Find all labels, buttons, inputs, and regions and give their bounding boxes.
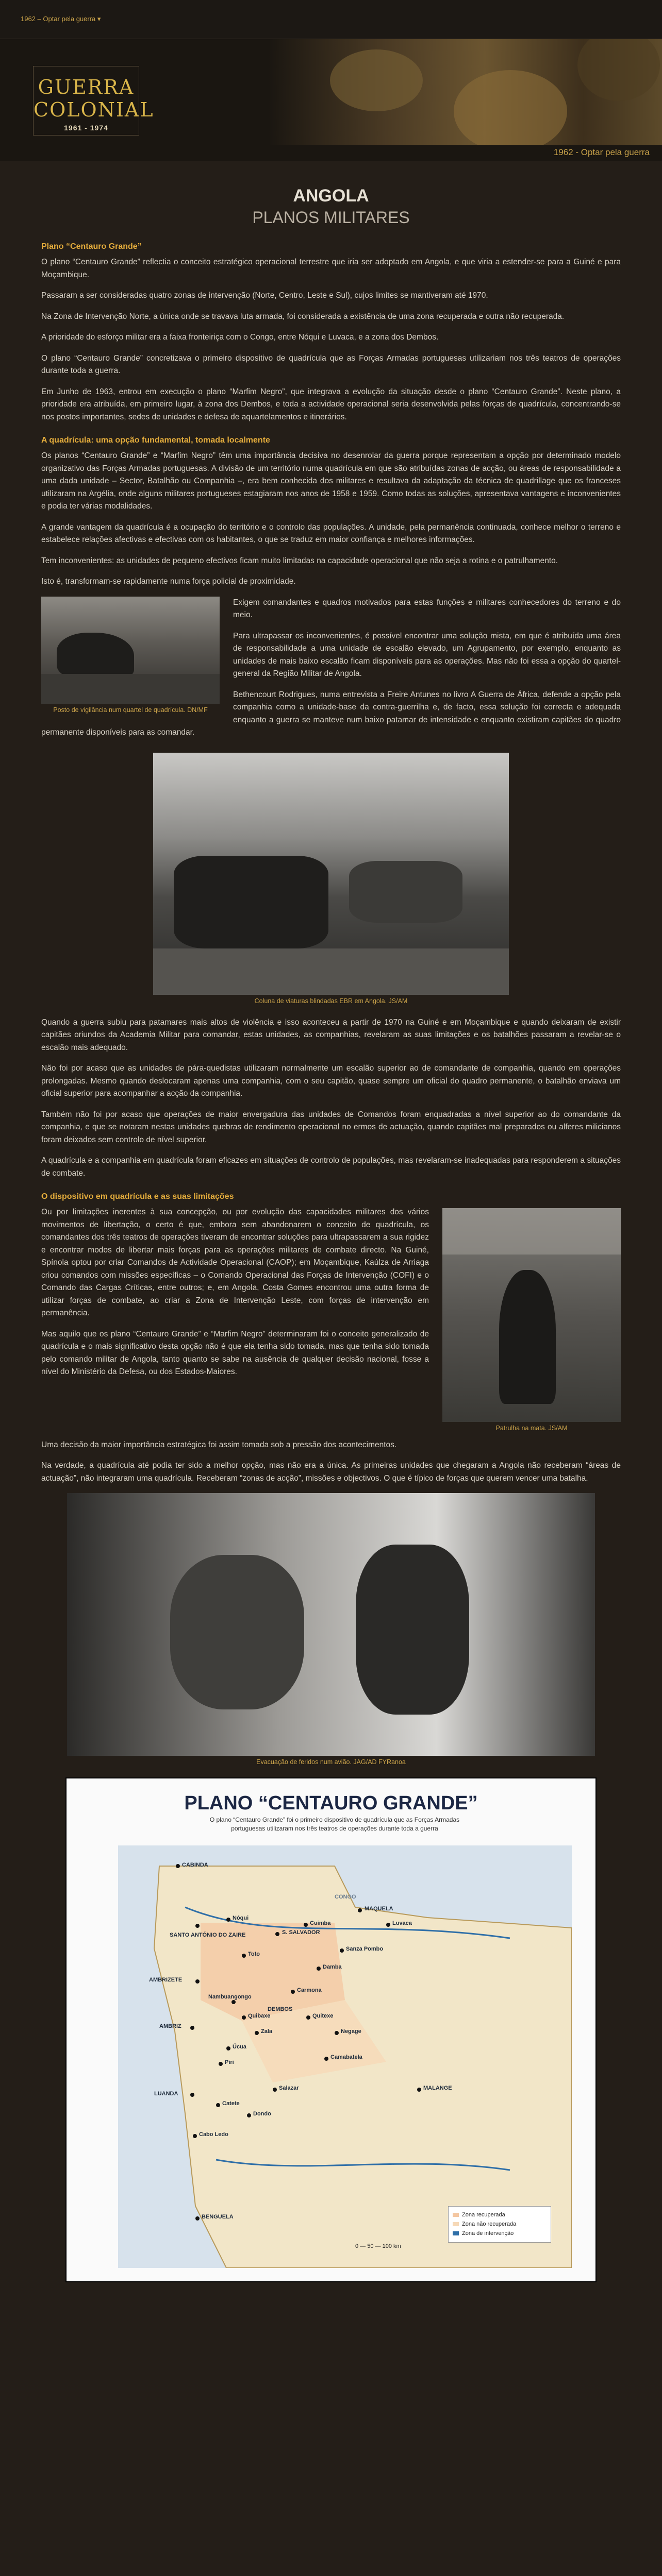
figure-guard-post — [41, 597, 220, 714]
legend-item: Zona de intervenção — [462, 2230, 514, 2236]
map-place: Zala — [261, 2028, 273, 2035]
map-scale: 0 — 50 — 100 km — [355, 2243, 401, 2250]
photo-evacuation — [67, 1493, 595, 1756]
legend-item: Zona recuperada — [462, 2212, 505, 2218]
paragraph: Exigem comandantes e quadros motivados para estas funções e militares conhecedores do terreno e do meio. — [233, 598, 621, 620]
paragraph: Em Junho de 1963, entrou em execução o plano “Marfim Negro”, que integrava a evolução da situação desde o plano “Centauro Grande”. Neste plano, a prioridade era atribuída, em primeiro lugar, à zona dos Dembos, e toda a actividade operacional seria desenvolvida pelas forças de quadrícula, concentrando-se nos postos importantes, sedes de unidades e defesa de aquartelamentos e itinerários. — [41, 387, 621, 421]
top-menu-label[interactable]: 1962 – Optar pela guerra — [21, 15, 96, 23]
map-place: Luvaca — [392, 1920, 412, 1927]
paragraph: Na verdade, a quadrícula até podia ter sido a melhor opção, mas não era a única. As primeiras unidades que chegaram a Angola não receberam “áreas de actuação”, não integraram uma quadrícula. Receberam “zonas de acção”, missões e objectivos. O que é típico de forças que querem vencer uma batalha. — [41, 1461, 621, 1483]
map-place: Nóqui — [233, 1915, 249, 1922]
map-place: Camabatela — [330, 2054, 362, 2061]
site-banner — [0, 39, 662, 161]
map-place: Damba — [323, 1964, 342, 1971]
figure-caption: Patrulha na mata. JS/AM — [495, 1425, 568, 1432]
paragraph: O plano “Centauro Grande” concretizava o primeiro dispositivo de quadrícula que as Forças Armadas portuguesas utilizariam nos três teatros de operações durante toda a guerra. — [41, 353, 621, 376]
map-place: Negage — [341, 2028, 361, 2035]
figure-patrol — [442, 1208, 621, 1432]
paragraph: Para ultrapassar os inconvenientes, é possível encontrar uma solução mista, em que é atribuída uma área de responsabilidade a uma unidade de escalão elevado, um Agrupamento, por exemplo, enquanto as unidades de mais baixo escalão ficam disponíveis para as operações. Mas não foi essa a opção do quartel-general da Região Militar de Angola. — [233, 631, 621, 679]
map-place: Úcua — [233, 2044, 246, 2050]
figure-caption: Evacuação de feridos num avião. JAG/AD FYRanoa — [256, 1758, 406, 1766]
map-place: AMBRIZETE — [149, 1977, 183, 1984]
map-title: PLANO “CENTAURO GRANDE” — [184, 1792, 478, 1815]
map-place: CABINDA — [182, 1862, 208, 1869]
article — [41, 185, 621, 2282]
figure-caption: Coluna de viaturas blindadas EBR em Angola. JS/AM — [254, 997, 408, 1005]
top-menu[interactable] — [21, 14, 101, 25]
map-place: BENGUELA — [202, 2214, 234, 2221]
site-logo[interactable] — [33, 66, 154, 135]
paragraph: A prioridade do esforço militar era a faixa fronteiriça com o Congo, entre Nóqui e Luvaca, e a zona dos Dembos. — [41, 333, 439, 342]
map-place: S. SALVADOR — [282, 1929, 320, 1936]
paragraph: Uma decisão da maior importância estratégica foi assim tomada sob a pressão dos acontecimentos. — [41, 1440, 397, 1449]
page-subtitle: PLANOS MILITARES — [252, 208, 410, 227]
map-place: Cabo Ledo — [199, 2131, 228, 2138]
map-place: CONGO — [335, 1894, 356, 1901]
map-area — [118, 1845, 572, 2268]
paragraph: Mas aquilo que os plano “Centauro Grande” e “Marfim Negro” determinaram foi o conceito generalizado de quadrícula e o mais significativo desta opção não é que ela tenha sido tomada, mas que tenha sido tomada pelo comando militar de Angola, tanto quanto se sabe na ausência de qualquer decisão nacional, fosse a nível do Ministério da Defesa, ou dos Estados-Maiores. — [41, 1329, 429, 1377]
map-place: MALANGE — [423, 2085, 452, 2092]
section-title: O dispositivo em quadrícula e as suas limitações — [41, 1192, 234, 1201]
map-place: Quitexe — [312, 2013, 334, 2020]
paragraph: Na Zona de Intervenção Norte, a única onde se travava luta armada, foi considerada a existência de uma zona recuperada e outra não recuperada. — [41, 312, 565, 321]
map-place: Sanza Pombo — [346, 1946, 384, 1953]
map-place: AMBRIZ — [159, 2023, 181, 2030]
chevron-down-icon[interactable]: ▾ — [97, 15, 101, 23]
section-title: A quadrícula: uma opção fundamental, tomada localmente — [41, 436, 270, 445]
paragraph: Não foi por acaso que as unidades de pára-quedistas utilizaram normalmente um escalão superior ao de comandante de companhia, quando em operações prolongadas. Mesmo quando deslocaram apenas uma companhia, com o seu capitão, quase sempre um oficial do quadro permanente, o batalhão enviava um oficial superior para acompanhar a acção da companhia. — [41, 1064, 621, 1098]
map-place: Cuimba — [310, 1920, 331, 1927]
figure-armored-column — [153, 753, 509, 1005]
map-place: Nambuangongo — [208, 1994, 252, 2001]
figure-caption: Posto de vigilância num quartel de quadrícula. DN/MF — [53, 706, 208, 714]
page-title: ANGOLA — [293, 186, 369, 206]
map-place: Carmona — [297, 1987, 322, 1994]
section-title: Plano “Centauro Grande” — [41, 242, 142, 251]
map-place: DEMBOS — [268, 2006, 293, 2013]
map-place: Catete — [222, 2100, 240, 2107]
logo-years: 1961 - 1974 — [64, 124, 108, 132]
top-bar — [0, 0, 662, 39]
map-subtitle: O plano “Centauro Grande” foi o primeiro dispositivo de quadrícula que as Forças Armadas portuguesas utilizaram nos três teatros de operações durante toda a guerra — [209, 1816, 460, 1832]
map-place: Salazar — [279, 2085, 299, 2092]
banner-caption: 1962 - Optar pela guerra — [553, 147, 650, 157]
map-place: Toto — [248, 1951, 260, 1958]
map-place: MAQUELA — [365, 1906, 393, 1912]
paragraph: Bethencourt Rodrigues, numa entrevista a Freire Antunes no livro A Guerra de África, defende a opção pela companhia como a unidade-base da contra-guerrilha e, de facto, essa solução foi correcta e adequada enquanto a guerra se manteve num baixo patamar de intensidade e enquanto existiram capitães do quadro permanente disponíveis para as comandar. — [41, 690, 621, 737]
paragraph: A grande vantagem da quadrícula é a ocupação do território e o controlo das populações. A unidade, pela permanência continuada, conhece melhor o terreno e estabelece relações afectivas e efectivas com os habitantes, o que se traduz em maior confiança e melhores informações. — [41, 522, 621, 545]
paragraph: Isto é, transformam-se rapidamente numa força policial de proximidade. — [41, 577, 296, 586]
map-place: Quibaxe — [248, 2013, 271, 2020]
paragraph: Os planos “Centauro Grande” e “Marfim Negro” têm uma importância decisiva no desenrolar da guerra porque representam a opção por determinado modelo organizativo das Forças Armadas portuguesas. A divisão de um território numa quadrícula em que são atribuídas zonas de acção, ou áreas de responsabilidade a uma dada unidade – Sector, Batalhão ou Companhia –, era bem conhecida dos militares e resultava da adaptação da técnica de quadrillage que os franceses utilizaram na Argélia, onde alguns militares portugueses estagiaram nos anos de 1958 e 1959. Como todas as soluções, apresentava vantagens e inconvenientes e podia ter várias modalidades. — [41, 451, 621, 511]
map-place: LUANDA — [154, 2091, 178, 2097]
photo-patrol — [442, 1208, 621, 1422]
paragraph: Também não foi por acaso que operações de maior envergadura das unidades de Comandos foram enquadradas a nível superior ao do comandante da companhia, e que se notaram nestas unidades quebras de rendimento operacional no ermos de actuação, quando capitães mal preparados ou alferes milicianos foram deixados sem controlo de nível superior. — [41, 1110, 621, 1144]
logo-title: GUERRA COLONIAL — [34, 76, 154, 121]
map-place: SANTO ANTÓNIO DO ZAIRE — [170, 1932, 246, 1939]
photo-armored-column — [153, 753, 509, 995]
banner-photo — [268, 39, 662, 145]
figure-evacuation — [67, 1493, 595, 1766]
paragraph: Tem inconvenientes: as unidades de pequeno efectivos ficam muito limitadas na capacidade operacional que não seja a rotina e o patrulhamento. — [41, 556, 558, 565]
map-legend — [448, 2206, 551, 2243]
paragraph: Ou por limitações inerentes à sua concepção, ou por evolução das capacidades militares dos vários movimentos de libertação, o certo é que, embora sem abandonarem o conceito de quadrícula, os comandantes dos três teatros de operações tiveram de encontrar soluções para ultrapassarem a sua rigidez e encontrar modos de libertar mais forças para as operações militares de combate directo. Na Guiné, Spínola optou por criar Comandos de Actividade Operacional (CAOP); em Moçambique, Kaúlza de Arriaga criou comandos com missões específicas – o Comando Operacional das Forças de Intervenção (COFI) e o Comando das Cargas Críticas, entre outros; e, em Angola, Costa Gomes encontrou uma outra forma de utilizar forças de combate, ao criar a Zona de Intervenção Leste, com forças de intervenção em permanência. — [41, 1208, 429, 1318]
map-centauro-grande — [65, 1777, 597, 2282]
paragraph: O plano “Centauro Grande” reflectia o conceito estratégico operacional terrestre que iria ser adoptado em Angola, e que viria a estender-se para a Guiné e para Moçambique. — [41, 258, 621, 279]
photo-guard-post — [41, 597, 220, 704]
legend-item: Zona não recuperada — [462, 2221, 517, 2227]
paragraph: A quadrícula e a companhia em quadrícula foram eficazes em situações de controlo de populações, mas revelaram-se inadequadas para responderem a situações de combate. — [41, 1156, 621, 1178]
paragraph: Passaram a ser consideradas quatro zonas de intervenção (Norte, Centro, Leste e Sul), cujos limites se mantiveram até 1970. — [41, 291, 488, 300]
map-place: Dondo — [253, 2111, 271, 2117]
map-place: Piri — [225, 2059, 234, 2066]
paragraph: Quando a guerra subiu para patamares mais altos de violência e isso aconteceu a partir de 1970 na Guiné e em Moçambique e quando deixaram de existir capitães oriundos da Academia Militar para comandar, estas unidades, as companhias, revelaram as suas limitações e os batalhões passaram a revelar-se o escalão mais adequado. — [41, 1018, 621, 1052]
